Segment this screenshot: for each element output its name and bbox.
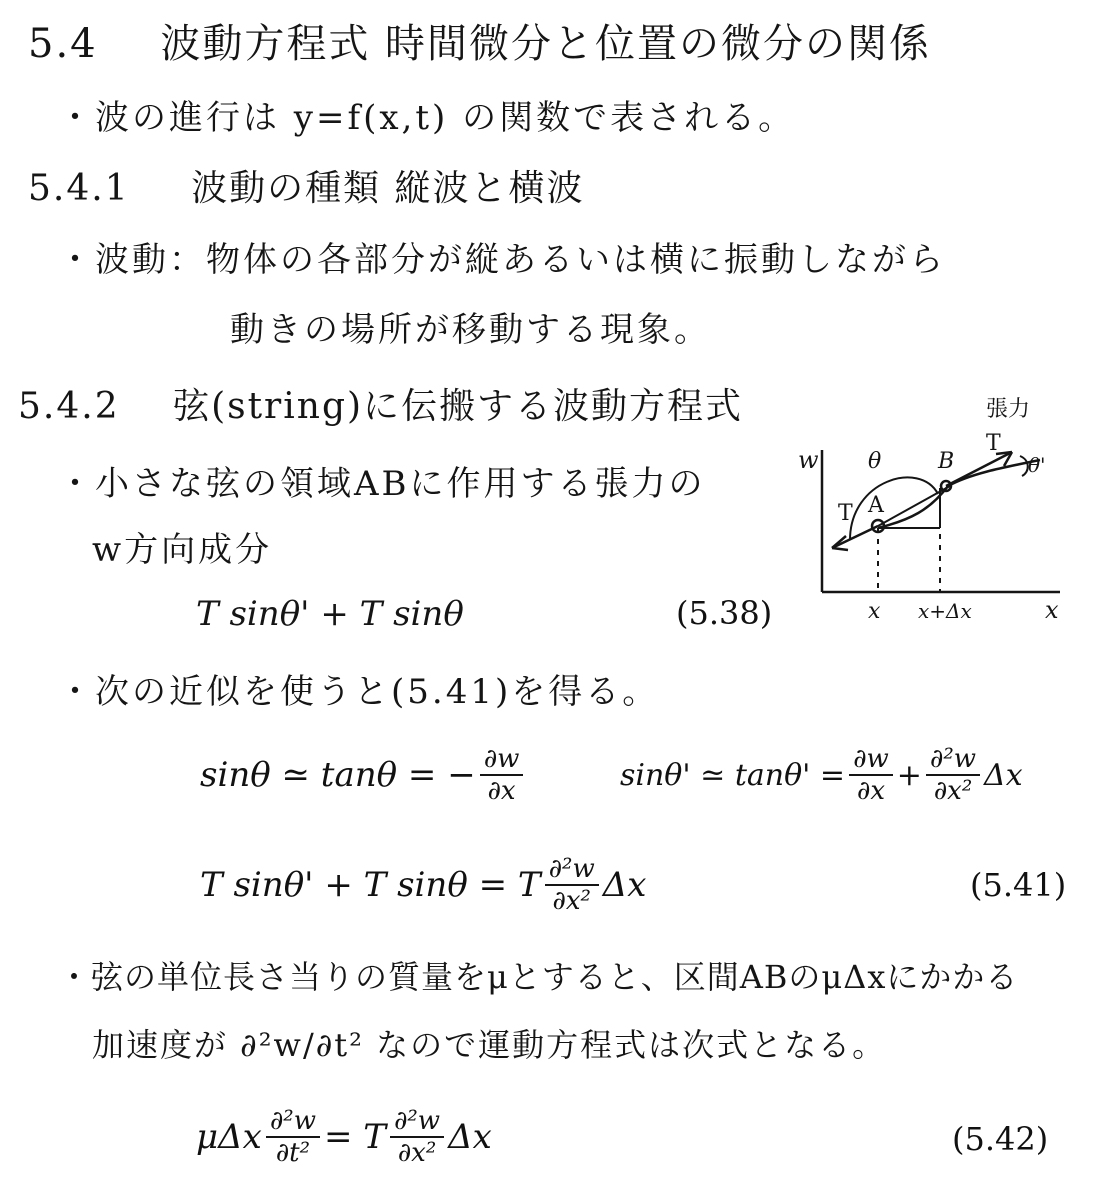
subsection-1-number: 5.4.1 — [28, 168, 130, 209]
approx-right-numerator-2: ∂²w — [926, 744, 980, 776]
theta-label: θ — [868, 449, 882, 474]
wave-definition-line2: 動きの場所が移動する現象。 — [230, 310, 711, 350]
eq541-lhs: T sinθ' + T sinθ = T — [200, 865, 541, 905]
subsection-2-number: 5.4.2 — [18, 386, 120, 427]
wave-definition-line1: ・波動：物体の各部分が縦あるいは横に振動しながら — [58, 240, 946, 280]
eq541-numerator: ∂²w — [545, 854, 599, 886]
eq542-mid: = T — [323, 1117, 386, 1157]
eq542-lhs: μΔx — [196, 1117, 262, 1157]
mass-line1: ・弦の単位長さ当りの質量をμとすると、区間ABのμΔxにかかる — [58, 958, 1019, 996]
eq542-tail: Δx — [448, 1117, 492, 1157]
eq542-fraction-2 — [390, 1106, 444, 1168]
equation-number-5-41: (5.41) — [970, 866, 1067, 904]
eq541-fraction — [545, 854, 599, 916]
approx-line: ・次の近似を使うと(5.41)を得る。 — [58, 672, 660, 712]
angle-arc-theta-prime — [1020, 456, 1028, 476]
approx-right-lhs: sinθ' ≃ tanθ' = — [620, 757, 846, 793]
tension-label: 張力 — [986, 397, 1031, 422]
approx-right-numerator-1: ∂w — [849, 744, 893, 776]
point-a-label: A — [868, 493, 884, 518]
tension-arrow-left — [832, 526, 878, 548]
subsection-1-heading — [28, 160, 585, 211]
string-curve — [878, 460, 1040, 528]
approx-left-lhs: sinθ ≃ tanθ = − — [200, 755, 476, 795]
approx-right-fraction-1 — [849, 744, 893, 806]
w-axis-label: w — [798, 446, 819, 474]
eq542-numerator-2: ∂²w — [390, 1106, 444, 1138]
approx-right-denominator-2: ∂x² — [933, 776, 973, 806]
eq542-fraction-1 — [266, 1106, 320, 1168]
equation-5-42 — [196, 1106, 492, 1168]
approx-right-fraction-2 — [926, 744, 980, 806]
section-number: 5.4 — [28, 21, 98, 67]
tension-right-label: T — [986, 431, 1001, 456]
eq542-denominator-2: ∂x² — [397, 1138, 437, 1168]
equation-number-5-38: (5.38) — [676, 594, 773, 632]
equation-5-41 — [200, 854, 646, 916]
section-heading — [28, 12, 931, 69]
tension-line1: ・小さな弦の領域ABに作用する張力の — [58, 464, 706, 504]
subsection-1-title: 波動の種類 縦波と横波 — [191, 168, 585, 209]
section-title: 波動方程式 時間微分と位置の微分の関係 — [160, 21, 932, 67]
string-tension-diagram — [790, 390, 1080, 630]
approx-right-tail: Δx — [984, 757, 1023, 793]
point-b-label: B — [938, 449, 955, 474]
approx-equation-right — [620, 744, 1023, 806]
theta-prime-label: θ' — [1028, 453, 1046, 477]
approx-left-numerator: ∂w — [480, 744, 524, 776]
tension-left-label: T — [838, 501, 853, 526]
eq542-denominator-1: ∂t² — [275, 1138, 311, 1168]
tension-line2: w方向成分 — [92, 530, 273, 570]
approx-right-plus: + — [896, 757, 922, 793]
approx-right-denominator-1: ∂x — [856, 776, 885, 806]
subsection-2-heading — [18, 378, 743, 429]
approx-left-denominator: ∂x — [487, 776, 516, 806]
intro-line: ・波の進行は y=f(x,t) の関数で表される。 — [58, 98, 796, 138]
approx-left-fraction — [480, 744, 524, 806]
equation-number-5-42: (5.42) — [952, 1120, 1049, 1158]
mass-line2: 加速度が ∂²w/∂t² なので運動方程式は次式となる。 — [92, 1026, 887, 1064]
eq541-denominator: ∂x² — [552, 886, 591, 916]
tick-x-plus-dx: x+Δx — [918, 599, 972, 623]
tension-formula: T sinθ' + T sinθ — [196, 594, 464, 634]
subsection-2-title: 弦(string)に伝搬する波動方程式 — [173, 386, 744, 427]
eq541-tail: Δx — [602, 865, 647, 905]
approx-equation-left — [200, 744, 527, 806]
tick-x: x — [868, 599, 881, 624]
eq542-numerator-1: ∂²w — [266, 1106, 320, 1138]
x-axis-label: x — [1045, 596, 1059, 624]
